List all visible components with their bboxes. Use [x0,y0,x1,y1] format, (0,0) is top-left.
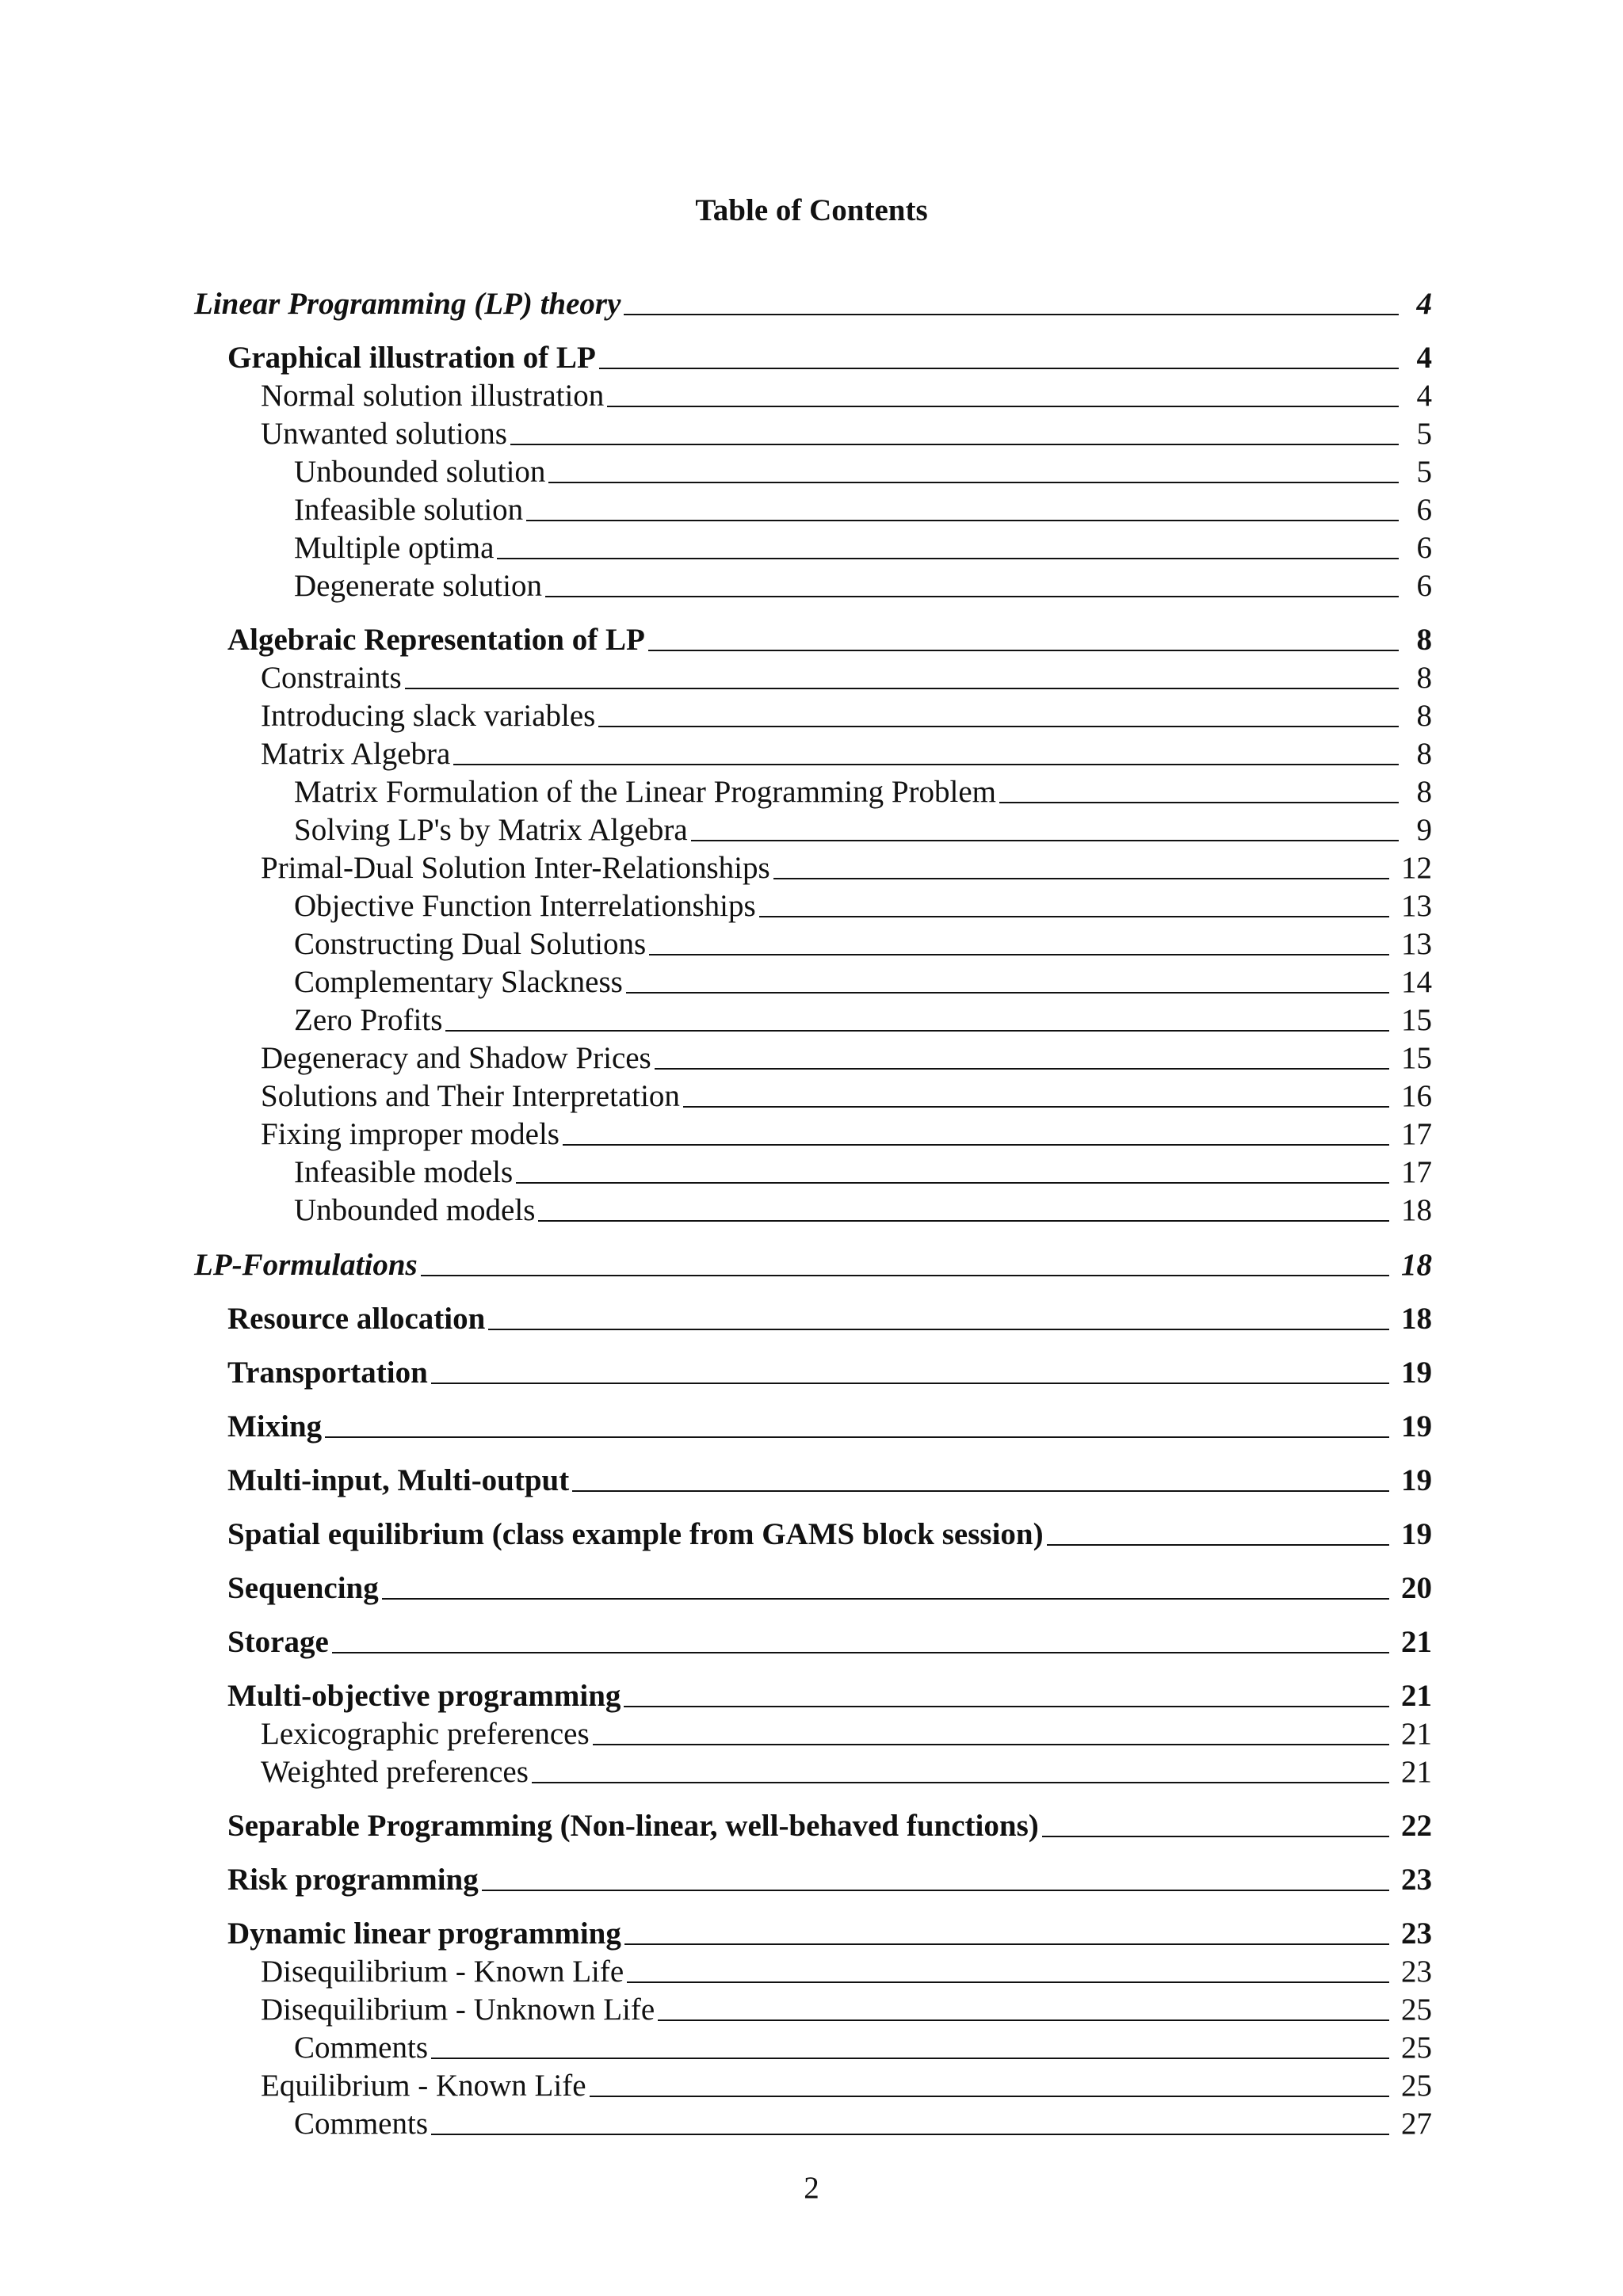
toc-entry-label: Spatial equilibrium (class example from GAMS block session) [227,1517,1044,1551]
toc-entry-label: Fixing improper models [261,1117,559,1151]
toc-entry-label: Primal-Dual Solution Inter-Relationships [261,851,770,885]
toc-entry-page: 18 [1401,1193,1432,1227]
toc-leader-line [624,1943,1389,1945]
toc-leader-line [526,520,1399,521]
toc-entry[interactable] [194,1077,1432,1116]
toc-entry[interactable] [194,1623,1432,1661]
toc-entry[interactable] [194,1001,1432,1039]
toc-entry-label: Infeasible models [294,1155,514,1189]
toc-entry[interactable] [194,1462,1432,1500]
toc-entry[interactable] [194,1300,1432,1338]
toc-entry-page: 27 [1401,2107,1432,2141]
toc-entry-page: 17 [1401,1117,1432,1151]
toc-entry[interactable] [194,377,1432,415]
toc-entry-label: Separable Programming (Non-linear, well-behaved functions) [227,1809,1039,1843]
toc-entry[interactable] [194,339,1432,377]
toc-leader-line [683,1106,1389,1108]
toc-entry-page: 6 [1416,531,1432,565]
toc-leader-line [773,878,1389,879]
toc-entry-page: 25 [1401,2031,1432,2065]
toc-entry-label: Linear Programming (LP) theory [194,287,621,321]
toc-entry[interactable] [194,621,1432,659]
toc-entry[interactable] [194,1039,1432,1077]
toc-entry-label: Storage [227,1625,329,1659]
toc-leader-line [1047,1544,1389,1546]
toc-entry-page: 21 [1401,1679,1432,1713]
toc-entry[interactable] [194,659,1432,697]
toc-entry-page: 4 [1416,341,1432,375]
toc-entry-page: 15 [1401,1003,1432,1037]
toc-entry-page: 13 [1401,927,1432,961]
toc-leader-line [624,314,1399,315]
toc-entry-page: 8 [1416,699,1432,733]
toc-entry-page: 18 [1401,1302,1432,1336]
toc-leader-line [627,1981,1389,1983]
toc-entry-page: 8 [1416,775,1432,809]
toc-entry-page: 13 [1401,889,1432,923]
toc-entry-page: 9 [1416,813,1432,847]
toc-leader-line [431,2058,1389,2059]
toc-entry-page: 25 [1401,1993,1432,2027]
toc-entry[interactable] [194,735,1432,773]
toc-entry-page: 23 [1401,1955,1432,1989]
toc-entry-label: Solutions and Their Interpretation [261,1079,680,1113]
toc-entry-page: 8 [1416,661,1432,695]
toc-entry-page: 6 [1416,569,1432,603]
toc-entry[interactable] [194,925,1432,963]
toc-entry-label: Risk programming [227,1863,479,1897]
toc-entry[interactable] [194,1991,1432,2029]
toc-leader-line [545,596,1399,597]
toc-entry-label: Equilibrium - Known Life [261,2069,586,2103]
toc-leader-line [563,1144,1389,1146]
toc-leader-line [548,482,1399,483]
toc-entry[interactable] [194,1807,1432,1845]
toc-entry[interactable] [194,491,1432,529]
toc-leader-line [759,916,1389,917]
toc-leader-line [332,1652,1389,1653]
toc-entry-page: 21 [1401,1755,1432,1789]
toc-entry[interactable] [194,2067,1432,2105]
toc-leader-line [325,1436,1389,1438]
toc-entry-page: 4 [1416,287,1432,321]
toc-entry[interactable] [194,1953,1432,1991]
toc-entry-page: 19 [1401,1356,1432,1390]
toc-leader-line [382,1598,1389,1600]
toc-entry-page: 4 [1416,379,1432,413]
toc-entry-label: Multi-input, Multi-output [227,1463,570,1497]
toc-entry[interactable] [194,1192,1432,1230]
toc-entry[interactable] [194,1354,1432,1392]
toc-entry[interactable] [194,285,1432,323]
page-number: 2 [804,2171,819,2205]
toc-entry-label: Normal solution illustration [261,379,605,413]
toc-entry[interactable] [194,453,1432,491]
toc-entry[interactable] [194,2029,1432,2067]
toc-entry-label: Sequencing [227,1571,379,1605]
toc-entry[interactable] [194,773,1432,811]
toc-entry-page: 12 [1401,851,1432,885]
toc-leader-line [599,368,1399,369]
toc-entry-label: Multiple optima [294,531,495,565]
toc-leader-line [497,558,1399,559]
toc-leader-line [431,1383,1389,1384]
toc-entry-page: 6 [1416,493,1432,527]
toc-entry[interactable] [194,1715,1432,1753]
toc-leader-line [421,1275,1389,1276]
toc-entry[interactable] [194,1116,1432,1154]
toc-entry-label: Resource allocation [227,1302,486,1336]
toc-entry-page: 25 [1401,2069,1432,2103]
toc-leader-line [658,2019,1389,2021]
toc-leader-line [516,1182,1389,1184]
toc-entry[interactable] [194,1915,1432,1953]
toc-entry-label: Introducing slack variables [261,699,596,733]
toc-leader-line [649,954,1389,955]
toc-leader-line [626,992,1389,994]
toc-entry[interactable] [194,1753,1432,1791]
toc-entry-page: 19 [1401,1463,1432,1497]
toc-entry-label: Comments [294,2107,429,2141]
toc-entry[interactable] [194,529,1432,567]
toc-entry[interactable] [194,963,1432,1001]
toc-entry[interactable] [194,1516,1432,1554]
toc-entry-label: Infeasible solution [294,493,524,527]
toc-entry[interactable] [194,887,1432,925]
toc-entry-page: 21 [1401,1625,1432,1659]
toc-entry[interactable] [194,567,1432,605]
toc-entry-label: Transportation [227,1356,428,1390]
toc-leader-line [590,2096,1389,2097]
toc-entry[interactable] [194,1861,1432,1899]
toc-entry-page: 19 [1401,1409,1432,1444]
toc-entry-page: 8 [1416,737,1432,771]
toc-leader-line [532,1782,1389,1783]
toc-leader-line [648,650,1399,651]
toc-entry-label: Lexicographic preferences [261,1717,590,1751]
toc-entry[interactable] [194,415,1432,453]
toc-leader-line [593,1744,1389,1745]
toc-entry[interactable] [194,697,1432,735]
toc-entry-label: Weighted preferences [261,1755,529,1789]
toc-entry-page: 22 [1401,1809,1432,1843]
toc-entry-page: 21 [1401,1717,1432,1751]
toc-leader-line [538,1220,1389,1222]
toc-entry[interactable] [194,1569,1432,1608]
toc-entry-label: Multi-objective programming [227,1679,621,1713]
toc-entry-label: Disequilibrium - Unknown Life [261,1993,655,2027]
toc-entry-page: 17 [1401,1155,1432,1189]
toc-entry-label: Unbounded solution [294,455,546,489]
toc-leader-line [488,1329,1389,1330]
toc-entry-page: 8 [1416,623,1432,657]
toc-entry-label: Mixing [227,1409,323,1444]
toc-entry-label: Objective Function Interrelationships [294,889,756,923]
toc-entry-page: 23 [1401,1863,1432,1897]
toc-entry-label: Constructing Dual Solutions [294,927,647,961]
toc-entry-label: Constraints [261,661,402,695]
toc-entry-label: LP-Formulations [194,1248,418,1282]
toc-entry[interactable] [194,1154,1432,1192]
toc-leader-line [598,726,1399,727]
toc-entry-page: 18 [1401,1248,1432,1282]
toc-entry-page: 5 [1416,417,1432,451]
toc-entry-label: Matrix Formulation of the Linear Programming Problem [294,775,997,809]
toc-leader-line [510,444,1399,445]
toc-entry[interactable] [194,1246,1432,1284]
toc-entry-label: Unwanted solutions [261,417,507,451]
toc-entry-label: Matrix Algebra [261,737,451,771]
toc-entry-label: Dynamic linear programming [227,1917,621,1951]
toc-entry[interactable] [194,1677,1432,1715]
toc-entry[interactable] [194,811,1432,849]
toc-entry[interactable] [194,1408,1432,1446]
toc-leader-line [405,688,1399,689]
table-of-contents [194,285,1432,2143]
toc-leader-line [445,1030,1389,1032]
toc-entry-page: 16 [1401,1079,1432,1113]
toc-entry-page: 5 [1416,455,1432,489]
toc-entry-page: 19 [1401,1517,1432,1551]
toc-leader-line [607,406,1399,407]
toc-entry-page: 14 [1401,965,1432,999]
toc-leader-line [431,2134,1389,2135]
toc-entry-label: Unbounded models [294,1193,536,1227]
toc-entry-label: Graphical illustration of LP [227,341,596,375]
toc-leader-line [624,1706,1389,1707]
toc-entry-page: 20 [1401,1571,1432,1605]
toc-entry-label: Comments [294,2031,429,2065]
toc-entry-label: Algebraic Representation of LP [227,623,645,657]
toc-leader-line [1042,1836,1389,1837]
toc-entry[interactable] [194,849,1432,887]
toc-entry-label: Disequilibrium - Known Life [261,1955,624,1989]
toc-leader-line [482,1890,1389,1891]
page-title: Table of Contents [695,193,928,227]
toc-leader-line [453,764,1399,765]
toc-entry-page: 15 [1401,1041,1432,1075]
toc-entry-label: Degenerate solution [294,569,542,603]
toc-entry[interactable] [194,2105,1432,2143]
toc-leader-line [691,840,1399,841]
toc-entry-label: Solving LP's by Matrix Algebra [294,813,688,847]
toc-entry-page: 23 [1401,1917,1432,1951]
toc-leader-line [572,1490,1389,1492]
toc-leader-line [655,1068,1389,1070]
toc-entry-label: Degeneracy and Shadow Prices [261,1041,651,1075]
toc-entry-label: Zero Profits [294,1003,443,1037]
toc-leader-line [999,802,1399,803]
toc-entry-label: Complementary Slackness [294,965,623,999]
